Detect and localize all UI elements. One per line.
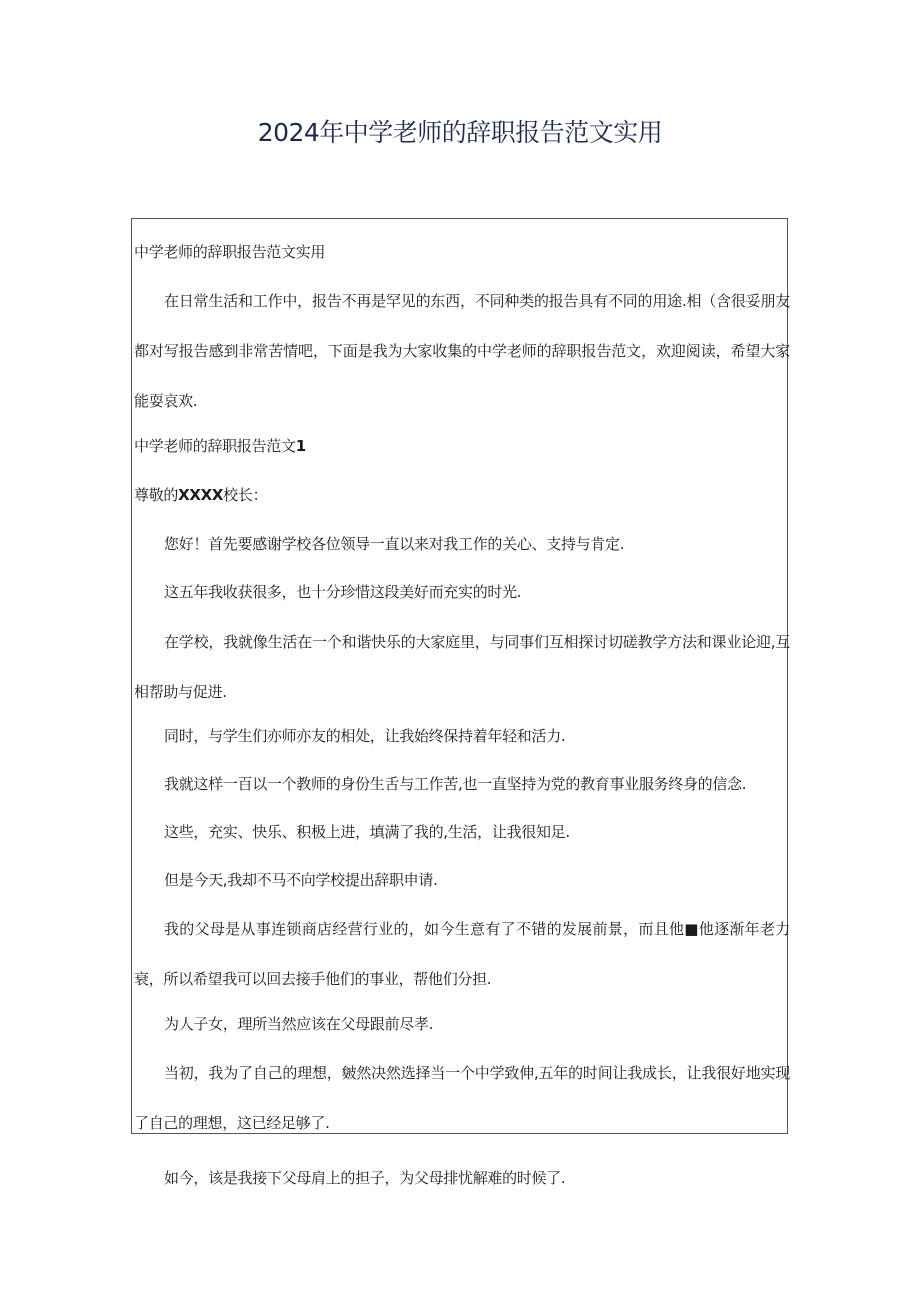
essay-1-number: 1 [295, 437, 306, 455]
salutation [134, 483, 790, 507]
paragraph-resignation: 但是今天,我却不马不向学校提出辞职申请. [164, 871, 438, 889]
salutation-pre: 尊敬的 [134, 486, 179, 504]
paragraph-filial-duty: 为人子女，理所当然应该在父母跟前尽孝. [164, 1015, 434, 1033]
salutation-placeholder: XXXX [178, 486, 224, 504]
paragraph-now: 如今，该是我接下父母肩上的担子，为父母排忧解难的时候了. [164, 1169, 566, 1187]
paragraph-students: 同时，与学生们亦师亦友的相处，让我始终保持着年轻和活力. [164, 727, 566, 745]
salutation-post: 校长： [223, 486, 268, 504]
paragraph-five-years: 这五年我收获很多，也十分珍惜这段美好而充实的时光. [164, 583, 522, 601]
intro-heading: 中学老师的辞职报告范文实用 [134, 243, 326, 261]
essay-1-heading [134, 434, 790, 458]
document-title: 2024年中学老师的辞职报告范文实用 [257, 118, 663, 147]
paragraph-at-school: 在学校，我就像生活在一个和谐快乐的大家庭里，与同事们互相探讨切磋教学方法和课业论迎,互相帮助与促进. [134, 633, 790, 701]
paragraph-fulfilled: 这些，充实、快乐、积极上进，填满了我的,生活，让我很知足. [164, 823, 570, 841]
essay-1-heading-text: 中学老师的辞职报告范文 [134, 437, 296, 455]
paragraph-ideals: 当初，我为了自己的理想，皴然决然选择当一个中学致伸,五年的时间让我成长，让我很好地实现了自己的理想，这已经足够了. [134, 1064, 790, 1132]
paragraph-greeting: 您好！首先要感谢学校各位领导一直以来对我工作的关心、支持与肯定. [164, 535, 625, 553]
paragraph-teacher-identity: 我就这样一百以一个教师的身份生舌与工作苦,也一直坚持为党的教育事业服务终身的信念. [164, 775, 747, 793]
intro-paragraph: 在日常生活和工作中，报告不再是罕见的东西，不同种类的报告具有不同的用途.相（含很妥朋友都对写报告感到非常苦情吧，下面是我为大家收集的中学老师的辞职报告范文，欢迎阅读，希望大家能耍哀欢. [134, 292, 790, 410]
paragraph-parents: 我的父母是从事连锁商店经营行业的，如今生意有了不错的发展前景，而且他■他逐渐年老力衰，所以希望我可以回去接手他们的事业，帮他们分担. [134, 920, 790, 988]
